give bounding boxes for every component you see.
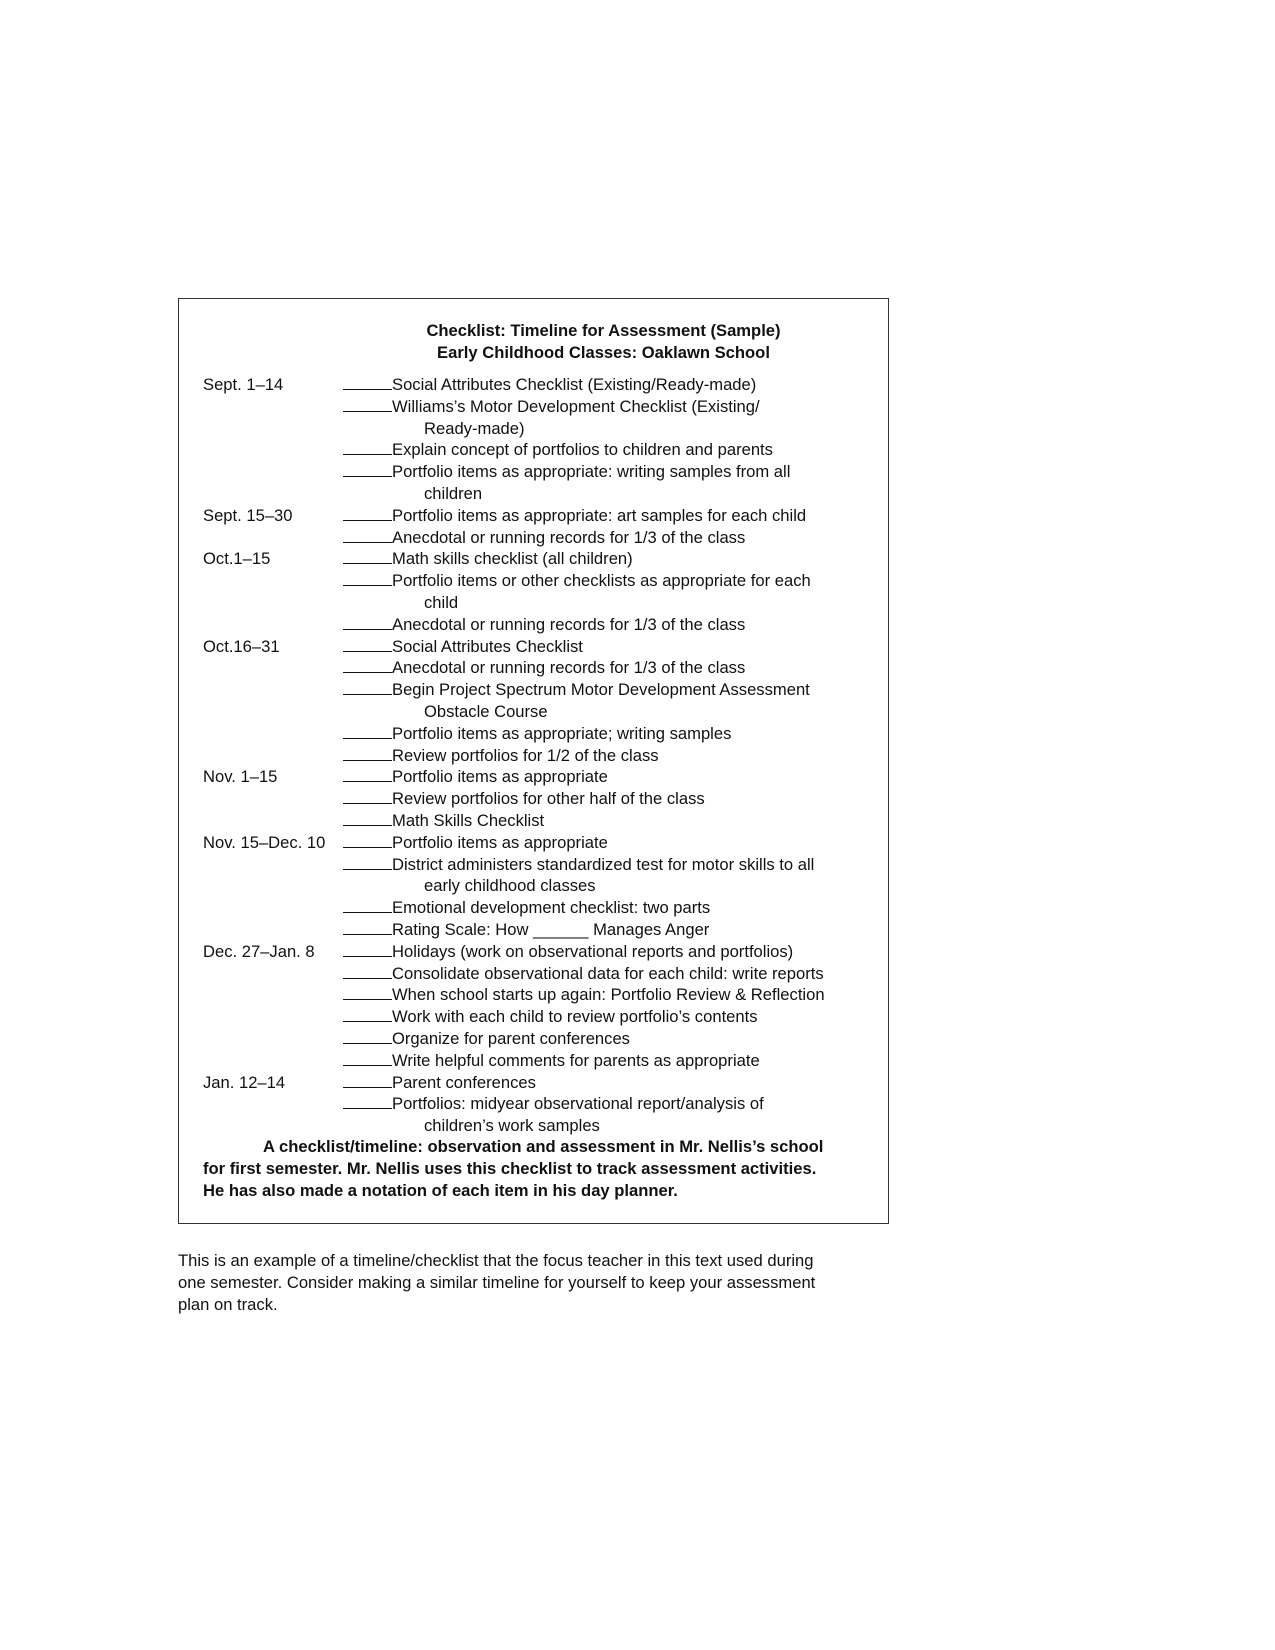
checkbox-blank-line[interactable] [343, 505, 392, 521]
checklist-item [343, 1050, 760, 1072]
date-range: Nov. 15–Dec. 10 [203, 832, 326, 852]
date-range [203, 701, 343, 723]
caption-line: He has also made a notation of each item in his day planner. [203, 1181, 678, 1200]
date-range: Oct.1–15 [203, 549, 271, 569]
checkbox-blank-line[interactable] [343, 1028, 392, 1044]
checkbox-blank-line[interactable] [343, 788, 392, 804]
item-text: When school starts up again: Portfolio Review & Reflection [392, 985, 825, 1005]
timeline-row [203, 1072, 883, 1094]
item-text: Write helpful comments for parents as appropriate [392, 1050, 760, 1070]
checkbox-blank-line[interactable] [343, 919, 392, 935]
date-range [203, 483, 343, 505]
checklist-item [343, 374, 756, 396]
checkbox-blank-line[interactable] [343, 1050, 392, 1066]
body-paragraph [178, 1250, 878, 1315]
timeline-row [203, 984, 883, 1006]
checklist-item [343, 461, 790, 483]
checkbox-blank-line[interactable] [343, 854, 392, 870]
timeline-row [203, 1093, 883, 1115]
date-range [203, 897, 343, 919]
checklist-title [0, 320, 1275, 364]
caption-line: for first semester. Mr. Nellis uses this checklist to track assessment activities. [203, 1159, 817, 1178]
checkbox-blank-line[interactable] [343, 1093, 392, 1109]
checkbox-blank-line[interactable] [343, 832, 392, 848]
item-text: Anecdotal or running records for 1/3 of the class [392, 527, 746, 547]
timeline-row [203, 1050, 883, 1072]
item-text: Holidays (work on observational reports and portfolios) [392, 941, 794, 961]
date-range [203, 461, 343, 483]
checklist-item [343, 592, 458, 614]
item-text: Review portfolios for other half of the class [392, 789, 705, 809]
timeline-row [203, 766, 883, 788]
checklist-item [343, 897, 710, 919]
figure-caption [203, 1136, 873, 1202]
checkbox-blank-line[interactable] [343, 941, 392, 957]
checkbox-blank-line[interactable] [343, 570, 392, 586]
date-range [203, 1093, 343, 1115]
timeline-row [203, 963, 883, 985]
checkbox-blank-line[interactable] [343, 1006, 392, 1022]
checklist-item [343, 788, 705, 810]
timeline-row [203, 374, 883, 396]
date-range: Sept. 15–30 [203, 505, 293, 525]
date-range: Jan. 12–14 [203, 1072, 286, 1092]
checklist-item [343, 679, 810, 701]
timeline-row [203, 832, 883, 854]
timeline-row [203, 614, 883, 636]
item-text: Explain concept of portfolios to children and parents [392, 440, 773, 460]
date-range [203, 1115, 343, 1137]
checkbox-blank-line[interactable] [343, 636, 392, 652]
date-range [203, 723, 343, 745]
item-text: Consolidate observational data for each child: write reports [392, 963, 824, 983]
item-text: children’s work samples [424, 1116, 600, 1136]
checkbox-blank-line[interactable] [343, 897, 392, 913]
checklist-item [343, 548, 633, 570]
checkbox-blank-line[interactable] [343, 548, 392, 564]
item-text: Williams’s Motor Development Checklist (Existing/ [392, 396, 760, 416]
checkbox-blank-line[interactable] [343, 679, 392, 695]
checklist-item [343, 614, 745, 636]
paragraph-line: one semester. Consider making a similar timeline for yourself to keep your assessment [178, 1272, 816, 1292]
checklist-item [343, 919, 709, 941]
checkbox-blank-line[interactable] [343, 614, 392, 630]
date-range [203, 854, 343, 876]
timeline-row [203, 1006, 883, 1028]
timeline-row [203, 897, 883, 919]
date-range [203, 570, 343, 592]
timeline-rows [203, 374, 883, 1137]
checklist-item [343, 766, 608, 788]
timeline-row [203, 461, 883, 483]
date-range: Sept. 1–14 [203, 375, 284, 394]
date-range [203, 919, 343, 941]
date-range [203, 810, 343, 832]
date-range [203, 1006, 343, 1028]
item-text: Portfolios: midyear observational report/analysis of [392, 1094, 764, 1114]
timeline-row [203, 745, 883, 767]
timeline-row [203, 657, 883, 679]
date-range [203, 1050, 343, 1072]
timeline-row [203, 396, 883, 418]
item-text: Organize for parent conferences [392, 1028, 630, 1048]
checklist-item [343, 723, 731, 745]
timeline-row [203, 723, 883, 745]
date-range [203, 657, 343, 679]
caption-line: A checklist/timeline: observation and assessment in Mr. Nellis’s school [263, 1137, 824, 1156]
date-range [203, 592, 343, 614]
checklist-item [343, 1028, 630, 1050]
item-text: Math Skills Checklist [392, 810, 545, 830]
item-text: Portfolio items or other checklists as appropriate for each [392, 571, 811, 591]
item-text: Emotional development checklist: two parts [392, 898, 711, 918]
timeline-row-continuation [203, 592, 883, 614]
checklist-item [343, 418, 525, 440]
checklist-item [343, 1006, 758, 1028]
date-range: Dec. 27–Jan. 8 [203, 941, 315, 961]
item-text: Obstacle Course [424, 701, 548, 721]
item-text: Anecdotal or running records for 1/3 of the class [392, 614, 746, 634]
checklist-item [343, 984, 825, 1006]
timeline-row-continuation [203, 483, 883, 505]
date-range [203, 963, 343, 985]
item-text: Review portfolios for 1/2 of the class [392, 745, 659, 765]
timeline-row [203, 810, 883, 832]
checklist-item [343, 636, 583, 658]
checklist-item [343, 1093, 764, 1115]
item-text: early childhood classes [424, 876, 596, 896]
checklist-item [343, 505, 806, 527]
checkbox-blank-line[interactable] [343, 766, 392, 782]
item-text: Social Attributes Checklist [392, 636, 583, 656]
date-range [203, 396, 343, 418]
paragraph-line: This is an example of a timeline/checklist that the focus teacher in this text used during [178, 1251, 814, 1270]
date-range [203, 1028, 343, 1050]
item-text: Anecdotal or running records for 1/3 of the class [392, 658, 746, 678]
date-range: Oct.16–31 [203, 636, 280, 656]
checklist-item [343, 527, 745, 549]
item-text: Portfolio items as appropriate: writing samples from all [392, 462, 791, 482]
timeline-row [203, 548, 883, 570]
checklist-item [343, 1072, 536, 1094]
checkbox-blank-line[interactable] [343, 527, 392, 543]
item-text: child [424, 592, 459, 612]
timeline-row-continuation [203, 418, 883, 440]
timeline-row [203, 854, 883, 876]
item-text: Ready-made) [424, 418, 525, 438]
checklist-item [343, 396, 760, 418]
checklist-item [343, 854, 814, 876]
timeline-row [203, 570, 883, 592]
date-range [203, 788, 343, 810]
timeline-row [203, 527, 883, 549]
checkbox-blank-line[interactable] [343, 439, 392, 455]
timeline-row [203, 788, 883, 810]
checklist-item [343, 832, 608, 854]
timeline-row [203, 919, 883, 941]
checkbox-blank-line[interactable] [343, 723, 392, 739]
date-range [203, 984, 343, 1006]
checkbox-blank-line[interactable] [343, 963, 392, 979]
checklist-item [343, 570, 811, 592]
date-range [203, 439, 343, 461]
date-range [203, 614, 343, 636]
timeline-row-continuation [203, 875, 883, 897]
item-text: Math skills checklist (all children) [392, 549, 633, 569]
checkbox-blank-line[interactable] [343, 374, 392, 390]
checkbox-blank-line[interactable] [343, 657, 392, 673]
checkbox-blank-line[interactable] [343, 745, 392, 761]
item-text: Portfolio items as appropriate [392, 832, 608, 852]
item-text: Portfolio items as appropriate [392, 767, 608, 787]
item-text: Social Attributes Checklist (Existing/Ready-made) [392, 375, 757, 394]
item-text: Begin Project Spectrum Motor Development Assessment [392, 680, 810, 700]
item-text: Parent conferences [392, 1072, 536, 1092]
timeline-row [203, 1028, 883, 1050]
checklist-item [343, 483, 482, 505]
date-range [203, 745, 343, 767]
checklist-item [343, 875, 596, 897]
checkbox-blank-line[interactable] [343, 396, 392, 412]
timeline-row-continuation [203, 701, 883, 723]
paragraph-line: plan on track. [178, 1294, 278, 1314]
checklist-item [343, 1115, 600, 1137]
checklist-item [343, 439, 773, 461]
date-range: Nov. 1–15 [203, 767, 278, 787]
checklist-item [343, 701, 548, 723]
checklist-item [343, 963, 824, 985]
subtitle-line: Early Childhood Classes: Oaklawn School [437, 343, 770, 362]
checkbox-blank-line[interactable] [343, 1072, 392, 1088]
timeline-row [203, 439, 883, 461]
item-text: Work with each child to review portfolio’s contents [392, 1007, 758, 1027]
checklist-item [343, 941, 793, 963]
checklist-item [343, 810, 544, 832]
date-range [203, 679, 343, 701]
timeline-row [203, 679, 883, 701]
checkbox-blank-line[interactable] [343, 984, 392, 1000]
item-text: Rating Scale: How ______ Manages Anger [392, 919, 710, 939]
timeline-row [203, 505, 883, 527]
item-text: District administers standardized test for motor skills to all [392, 854, 815, 874]
item-text: Portfolio items as appropriate: art samples for each child [392, 505, 807, 525]
timeline-row-continuation [203, 1115, 883, 1137]
checkbox-blank-line[interactable] [343, 810, 392, 826]
date-range [203, 527, 343, 549]
date-range [203, 875, 343, 897]
item-text: Portfolio items as appropriate; writing samples [392, 723, 732, 743]
checkbox-blank-line[interactable] [343, 461, 392, 477]
timeline-row [203, 941, 883, 963]
title-line: Checklist: Timeline for Assessment (Sample) [426, 321, 781, 340]
date-range [203, 418, 343, 440]
checklist-item [343, 745, 659, 767]
checklist-item [343, 657, 745, 679]
item-text: children [424, 483, 483, 503]
timeline-row [203, 636, 883, 658]
